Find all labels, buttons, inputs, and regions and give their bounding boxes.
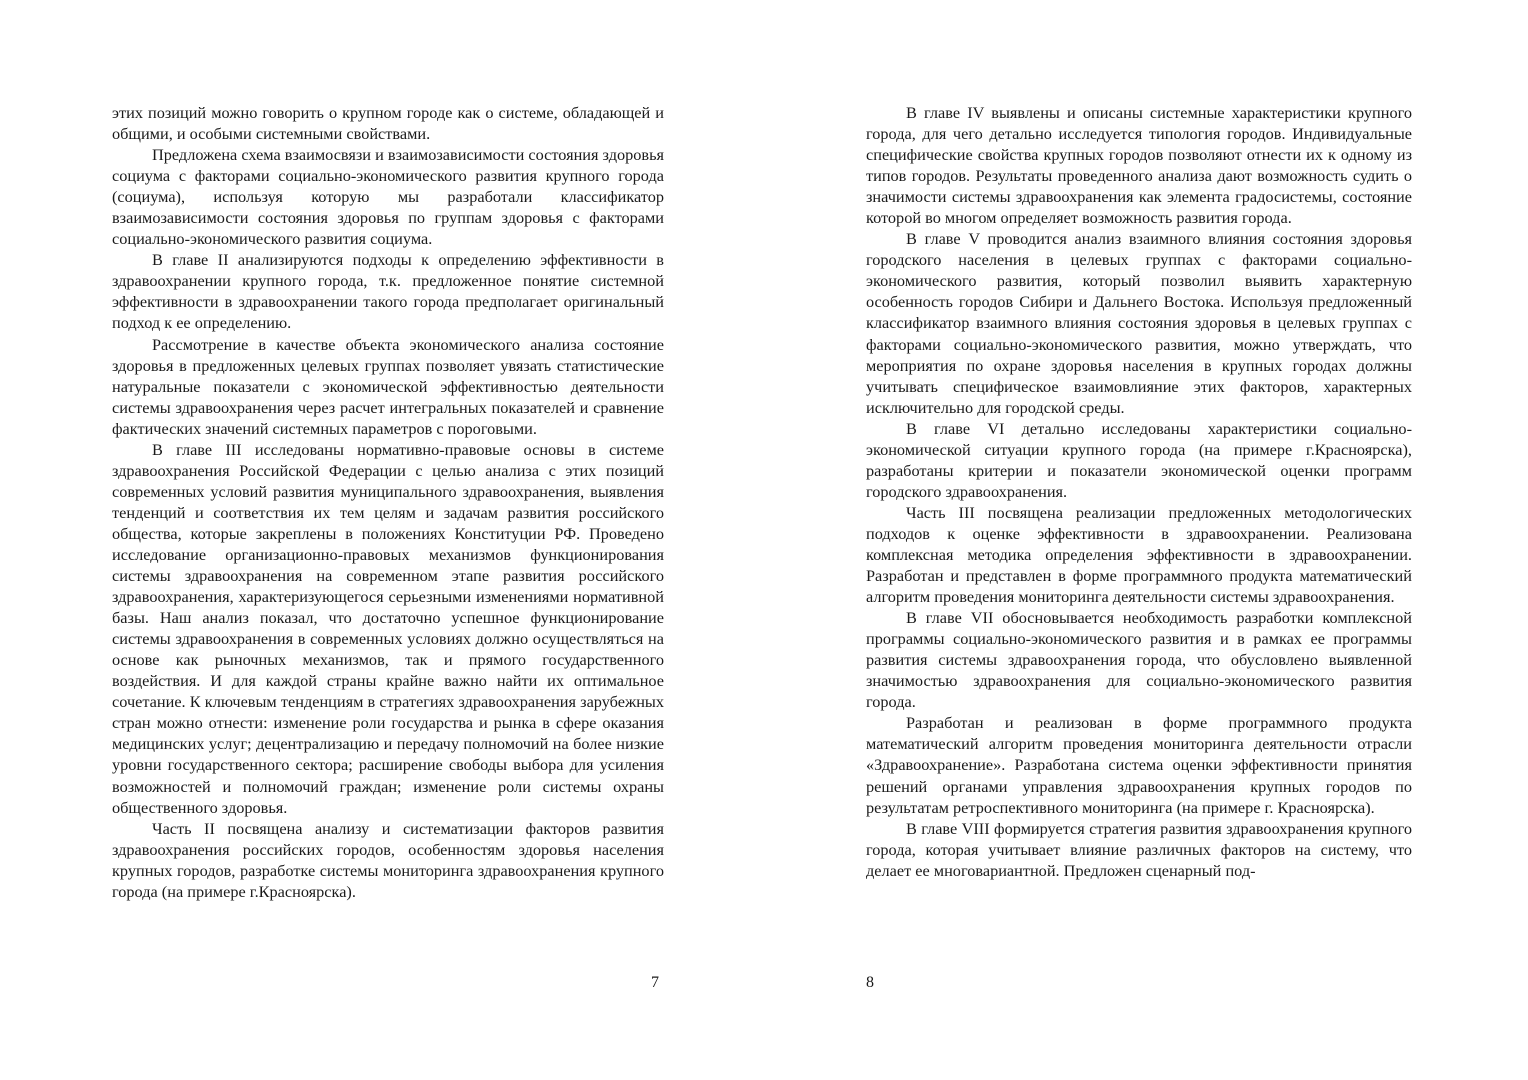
left-paragraph-6: Часть II посвящена анализу и систематизации факторов развития здравоохранения российских городов, особенностям здоровья населения крупных городов, разработке системы мониторинга здравоохранения крупного города (на примере г.Красноярска).	[112, 818, 664, 901]
left-paragraph-4: Рассмотрение в качестве объекта экономического анализа состояние здоровья в предложенных целевых группах позволяет увязать статистические натуральные показатели с экономической эффективностью деятельности системы здравоохранения через расчет интегральных показателей и сравнение фактических значений системных параметров с пороговыми.	[112, 334, 664, 438]
right-page	[866, 102, 1412, 881]
left-paragraph-2: Предложена схема взаимосвязи и взаимозависимости состояния здоровья социума с факторами социально-экономического развития крупного города (социума), используя которую мы разработали классификатор взаимозависимости состояния здоровья по группам здоровья с факторами социально-экономического развития социума.	[112, 145, 664, 249]
right-paragraph-5: В главе VII обосновывается необходимость разработки комплексной программы социально-экономического развития и в рамках ее программы развития системы здравоохранения города, что обусловлено выявленной значимостью здравоохранения для социально-экономического развития города.	[866, 608, 1412, 712]
right-page-number: 8	[866, 974, 874, 991]
right-paragraph-4: Часть III посвящена реализации предложенных методологических подходов к оценке эффективности в здравоохранении. Реализована комплексная методика определения эффективности в здравоохранении. Разработан и представлен в форме программного продукта математический алгоритм проведения мониторинга деятельности системы здравоохранения.	[866, 502, 1412, 607]
right-paragraph-6: Разработан и реализован в форме программного продукта математический алгоритм проведения мониторинга деятельности отрасли «Здравоохранение». Разработана система оценки эффективности принятия решений органами управления здравоохранения крупных городов по результатам ретроспективного мониторинга (на примере г. Красноярска).	[866, 713, 1412, 817]
right-paragraph-3: В главе VI детально исследованы характеристики социально-экономической ситуации крупного города (на примере г.Красноярска), разработаны критерии и показатели экономической оценки программ городского здравоохранения.	[866, 418, 1412, 501]
left-paragraph-5: В главе III исследованы нормативно-правовые основы в системе здравоохранения Российской Федерации с целью анализа с этих позиций современных условий развития муниципального здравоохранения, выявления тенденций и соответствия их тем целям и задачам развития российского общества, которые закреплены в положениях Конституции РФ. Проведено исследование организационно-правовых механизмов функционирования системы здравоохранения на современном этапе развития российского здравоохранения, характеризующегося серьезными изменениями нормативной базы. Наш анализ показал, что достаточно успешное функционирование системы здравоохранения в современных условиях должно осуществляться на основе как рыночных механизмов, так и прямого государственного воздействия. И для каждой страны крайне важно найти их оптимальное сочетание. К ключевым тенденциям в стратегиях здравоохранения зарубежных стран можно отнести: изменение роли государства и рынка в сфере оказания медицинских услуг; децентрализацию и передачу полномочий на более низкие уровни государственного сектора; расширение свободы выбора для усиления возможностей и полномочий граждан; изменение роли системы охраны общественного здоровья.	[112, 439, 664, 817]
left-paragraph-3: В главе II анализируются подходы к определению эффективности в здравоохранении крупного города, т.к. предложенное понятие системной эффективности в здравоохранении такого города предполагает оригинальный подход к ее определению.	[112, 250, 664, 333]
right-paragraph-7: В главе VIII формируется стратегия развития здравоохранения крупного города, которая учитывает влияние различных факторов на систему, что делает ее многовариантной. Предложен сценарный под-	[866, 818, 1412, 880]
left-page-number: 7	[651, 974, 659, 991]
left-page	[112, 102, 664, 902]
left-paragraph-1: этих позиций можно говорить о крупном городе как о системе, обладающей и общими, и особыми системными свойствами.	[112, 103, 664, 144]
right-paragraph-2: В главе V проводится анализ взаимного влияния состояния здоровья городского населения в целевых группах с факторами социально-экономического развития, который позволил выявить характерную особенность городов Сибири и Дальнего Востока. Используя предложенный классификатор взаимного влияния состояния здоровья в целевых группах с факторами социально-экономического развития, можно утверждать, что мероприятия по охране здоровья населения в крупных городах должны учитывать специфическое взаимовлияние этих факторов, характерных исключительно для городской среды.	[866, 229, 1412, 417]
right-paragraph-1: В главе IV выявлены и описаны системные характеристики крупного города, для чего детально исследуется типология городов. Индивидуальные специфические свойства крупных городов позволяют отнести их к одному из типов городов. Результаты проведенного анализа дают возможность судить о значимости системы здравоохранения как элемента градосистемы, состояние которой во многом определяет возможность развития города.	[866, 103, 1412, 228]
